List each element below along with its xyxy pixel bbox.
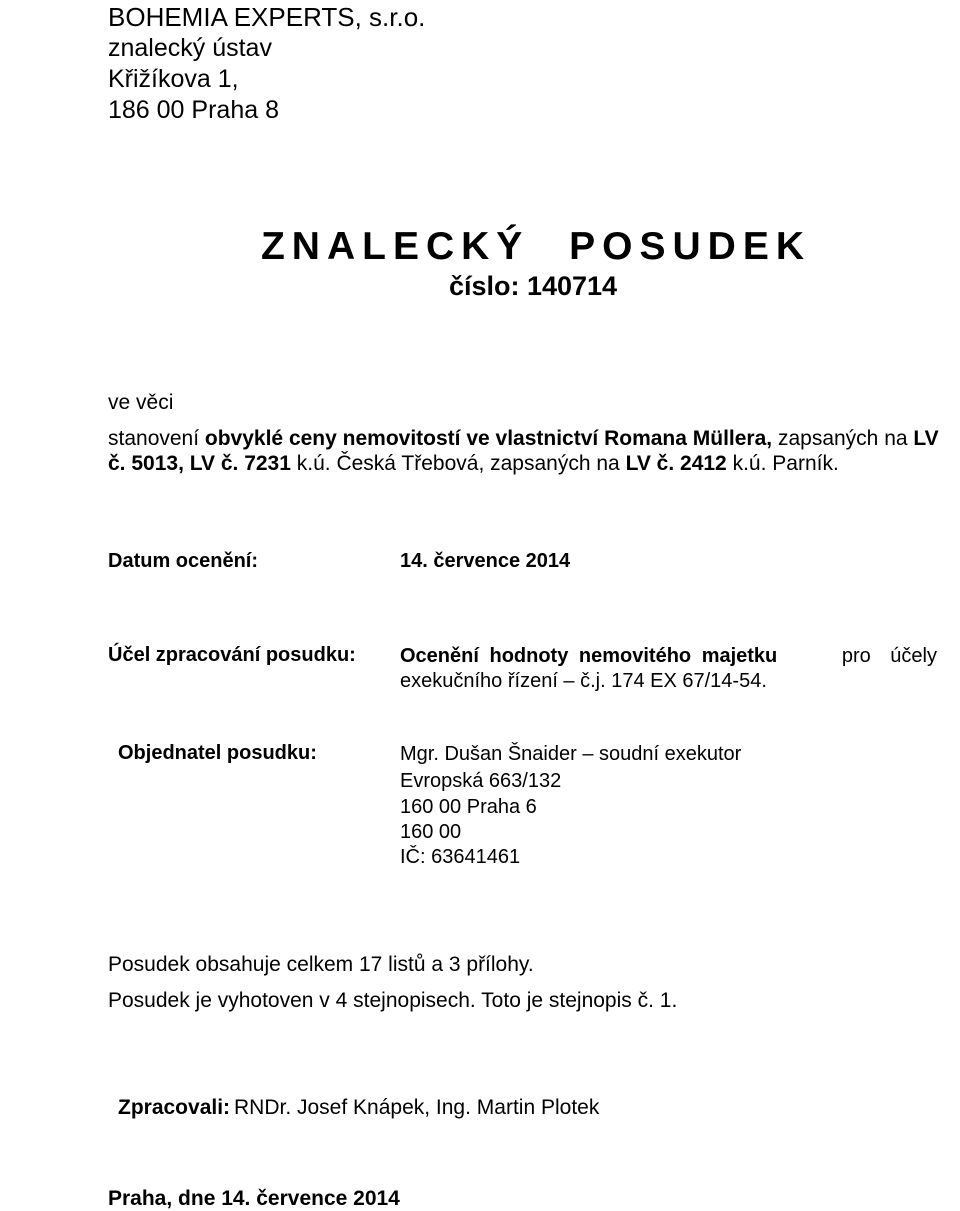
company-city: 186 00 Praha 8 xyxy=(108,96,279,124)
subject-text: k.ú. Česká Třebová, zapsaných na xyxy=(290,452,626,475)
institute-name: znalecký ústav xyxy=(108,34,272,62)
client-line: 160 00 xyxy=(400,821,462,843)
client-line: 160 00 Praha 6 xyxy=(400,796,537,818)
company-name: BOHEMIA EXPERTS, s.r.o. xyxy=(108,2,426,32)
document-title: ZNALECKÝ POSUDEK xyxy=(260,225,812,268)
info-line-2: Posudek je vyhotoven v 4 stejnopisech. Toto je stejnopis č. 1. xyxy=(108,989,678,1012)
subject-text-bold: č. 5013, LV č. 7231 xyxy=(108,452,291,475)
subject-text-bold: obvyklé ceny nemovitostí ve vlastnictví Romana Müllera, xyxy=(204,427,773,450)
valuation-date-value: 14. července 2014 xyxy=(400,550,571,572)
purpose-value-rest: pro účely xyxy=(841,645,937,667)
subject-text-bold: LV xyxy=(913,427,939,450)
subject-text: zapsaných na xyxy=(772,427,914,450)
purpose-label: Účel zpracování posudku: xyxy=(108,644,356,666)
prepared-value: RNDr. Josef Knápek, Ing. Martin Plotek xyxy=(234,1096,600,1119)
subject-intro: ve věci xyxy=(108,391,174,414)
client-line: Mgr. Dušan Šnaider – soudní exekutor xyxy=(400,743,742,765)
purpose-line-2: exekučního řízení – č.j. 174 EX 67/14-54. xyxy=(400,670,767,692)
document-number: číslo: 140714 xyxy=(448,271,618,301)
subject-text: stanovení xyxy=(108,427,205,450)
purpose-value-bold: Ocenění hodnoty nemovitého majetku xyxy=(400,645,778,667)
place-date: Praha, dne 14. července 2014 xyxy=(108,1187,400,1210)
prepared-label: Zpracovali: xyxy=(118,1096,231,1119)
subject-line-2 xyxy=(108,451,839,476)
client-label: Objednatel posudku: xyxy=(118,742,317,764)
client-line: Evropská 663/132 xyxy=(400,770,562,792)
subject-text: k.ú. Parník. xyxy=(726,452,839,475)
subject-text-bold: LV č. 2412 xyxy=(625,452,727,475)
client-line: IČ: 63641461 xyxy=(400,846,521,868)
purpose-line-1 xyxy=(400,644,937,668)
valuation-date-label: Datum ocenění: xyxy=(108,550,259,572)
company-street: Křižíkova 1, xyxy=(108,65,239,93)
subject-line-1 xyxy=(108,426,960,451)
info-line-1: Posudek obsahuje celkem 17 listů a 3 přílohy. xyxy=(108,953,534,976)
